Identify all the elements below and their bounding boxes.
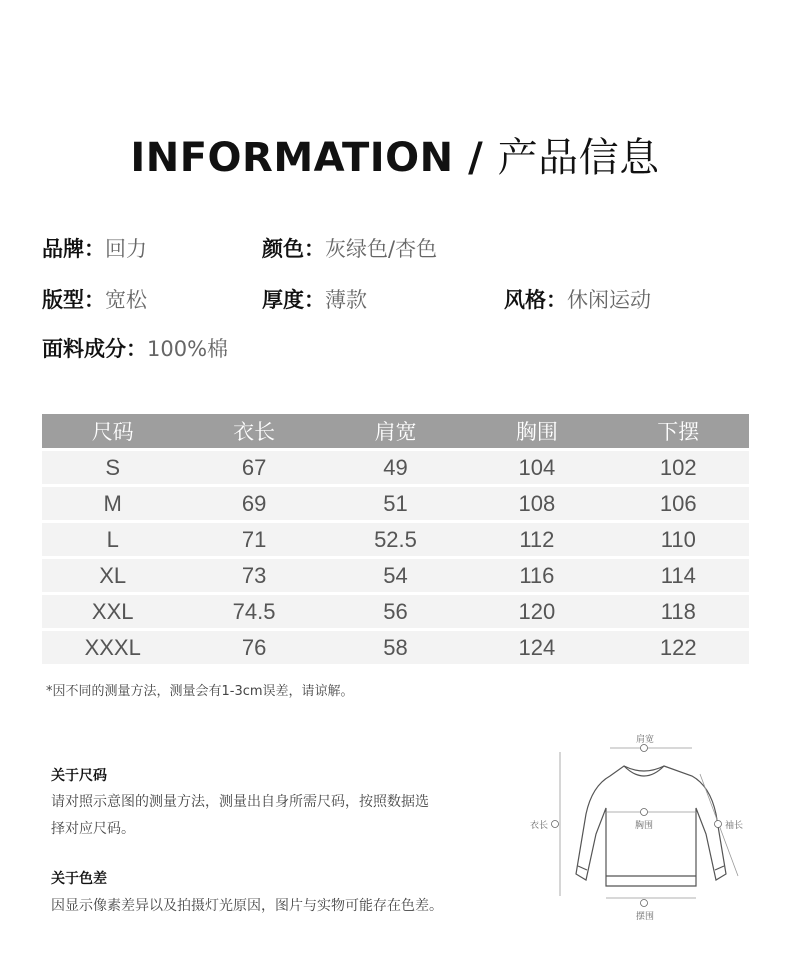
- chest-label: 胸围: [635, 821, 654, 831]
- sleeve-label: 袖长: [725, 821, 744, 831]
- attr-value: 休闲运动: [567, 288, 651, 312]
- table-cell: 67: [183, 451, 324, 484]
- table-cell: XL: [42, 559, 183, 592]
- table-row: [42, 451, 749, 484]
- size-table: [42, 411, 749, 667]
- table-cell: 112: [466, 523, 607, 556]
- table-cell: 108: [466, 487, 607, 520]
- table-cell: 118: [608, 595, 749, 628]
- table-cell: 74.5: [183, 595, 324, 628]
- table-cell: 102: [608, 451, 749, 484]
- length-label: 衣长: [530, 821, 549, 831]
- header-chest: 胸围: [466, 414, 607, 448]
- attr-style: [504, 284, 651, 314]
- about-size-heading: 关于尺码: [51, 768, 107, 784]
- attr-value: 回力: [105, 237, 147, 261]
- measurement-note: *因不同的测量方法，测量会有1-3cm误差，请谅解。: [46, 684, 354, 699]
- header-size: 尺码: [42, 414, 183, 448]
- page-title: [0, 126, 790, 183]
- about-size-line: 请对照示意图的测量方法，测量出自身所需尺码，按照数据选: [51, 794, 429, 810]
- table-cell: 76: [183, 631, 324, 664]
- table-cell: 124: [466, 631, 607, 664]
- attr-color: [262, 233, 437, 263]
- table-row: [42, 487, 749, 520]
- table-cell: 51: [325, 487, 466, 520]
- attr-key: 面料成分：: [42, 337, 147, 361]
- attr-value: 灰绿色/杏色: [325, 237, 438, 261]
- attr-fit: [42, 284, 147, 314]
- about-size-line: 择对应尺码。: [51, 821, 135, 837]
- header-shoulder: 肩宽: [325, 414, 466, 448]
- size-table-header-row: [42, 414, 749, 448]
- attr-value: 薄款: [325, 288, 367, 312]
- table-cell: 116: [466, 559, 607, 592]
- measurement-diagram: [520, 728, 760, 928]
- title-separator: /: [453, 135, 498, 181]
- shoulder-marker-icon: [641, 745, 648, 752]
- table-cell: M: [42, 487, 183, 520]
- hem-marker-icon: [641, 900, 648, 907]
- table-cell: 49: [325, 451, 466, 484]
- title-zh: 产品信息: [497, 135, 660, 181]
- table-row: [42, 559, 749, 592]
- about-size-text: [51, 789, 471, 843]
- shoulder-label: 肩宽: [636, 735, 655, 745]
- attr-key: 颜色：: [262, 237, 325, 261]
- attr-brand: [42, 233, 147, 263]
- attr-key: 厚度：: [262, 288, 325, 312]
- table-cell: 110: [608, 523, 749, 556]
- table-cell: 120: [466, 595, 607, 628]
- sleeve-marker-icon: [715, 821, 722, 828]
- length-marker-icon: [552, 821, 559, 828]
- chest-marker-icon: [641, 809, 648, 816]
- attr-value: 宽松: [105, 288, 147, 312]
- attr-value: 100%棉: [147, 337, 229, 361]
- table-cell: 122: [608, 631, 749, 664]
- table-cell: 71: [183, 523, 324, 556]
- table-cell: 106: [608, 487, 749, 520]
- title-en: INFORMATION: [130, 135, 454, 181]
- attr-key: 版型：: [42, 288, 105, 312]
- hem-label: 摆围: [636, 912, 655, 922]
- table-cell: L: [42, 523, 183, 556]
- about-color-heading: 关于色差: [51, 871, 107, 887]
- table-row: [42, 631, 749, 664]
- table-cell: S: [42, 451, 183, 484]
- table-row: [42, 595, 749, 628]
- attr-key: 品牌：: [42, 237, 105, 261]
- attr-key: 风格：: [504, 288, 567, 312]
- attr-material: [42, 333, 228, 363]
- table-row: [42, 523, 749, 556]
- table-cell: 73: [183, 559, 324, 592]
- table-cell: XXXL: [42, 631, 183, 664]
- table-cell: 54: [325, 559, 466, 592]
- table-cell: XXL: [42, 595, 183, 628]
- header-length: 衣长: [183, 414, 324, 448]
- header-hem: 下摆: [608, 414, 749, 448]
- table-cell: 114: [608, 559, 749, 592]
- table-cell: 104: [466, 451, 607, 484]
- table-cell: 56: [325, 595, 466, 628]
- table-cell: 58: [325, 631, 466, 664]
- table-cell: 69: [183, 487, 324, 520]
- attr-thickness: [262, 284, 367, 314]
- table-cell: 52.5: [325, 523, 466, 556]
- about-color-text: 因显示像素差异以及拍摄灯光原因，图片与实物可能存在色差。: [51, 898, 443, 914]
